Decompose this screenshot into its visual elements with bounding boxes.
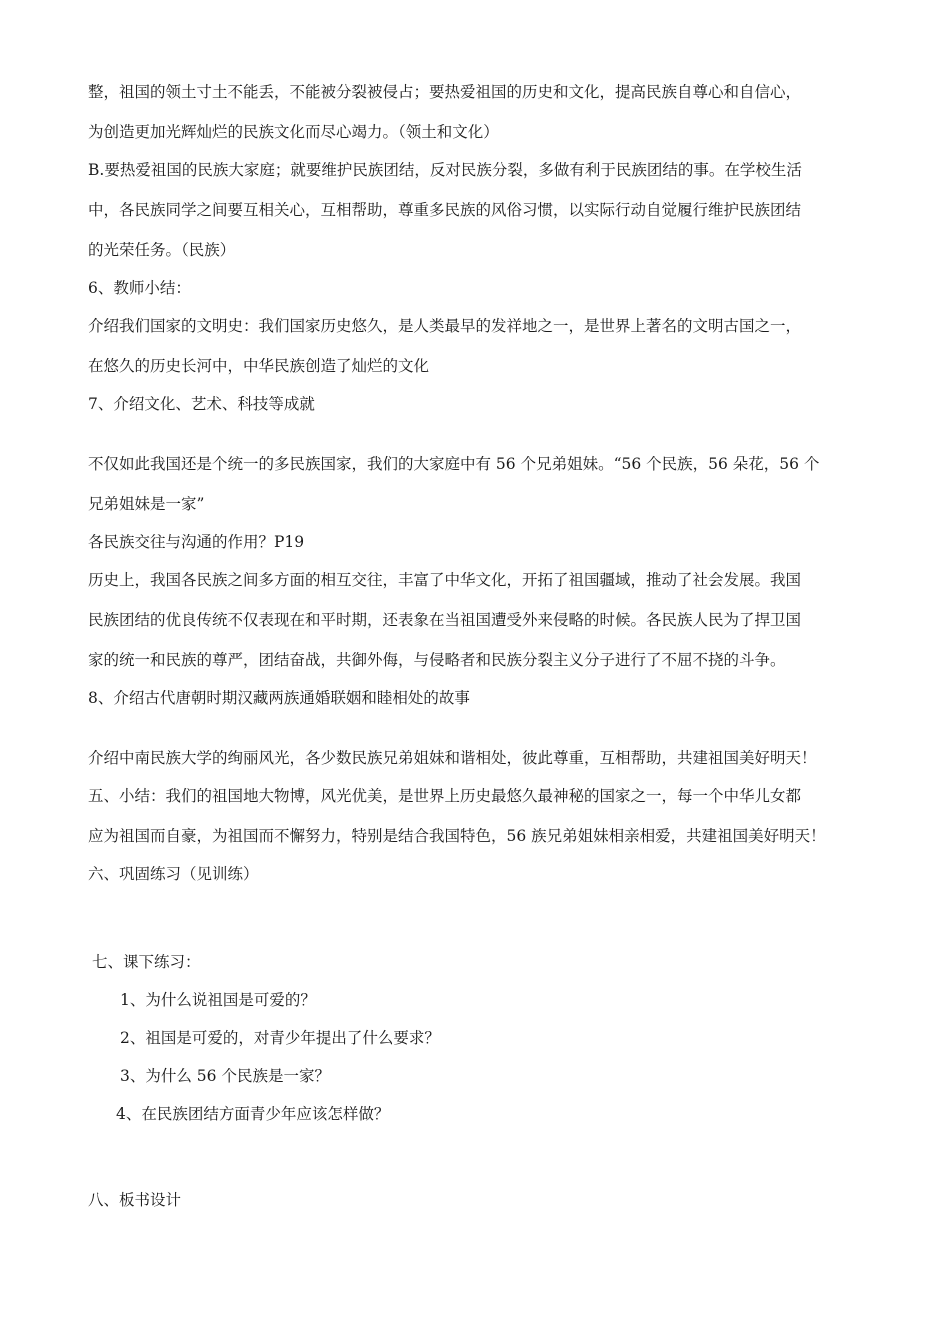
paragraph-line: 家的统一和民族的尊严，团结奋战，共御外侮，与侵略者和民族分裂主义分子进行了不屈不挠的斗争。 xyxy=(88,651,786,669)
exercise-item: 2、祖国是可爱的，对青少年提出了什么要求？ xyxy=(120,1029,440,1047)
paragraph-line: 历史上，我国各民族之间多方面的相互交往，丰富了中华文化，开拓了祖国疆域，推动了社会发展。我国 xyxy=(88,571,802,589)
paragraph-line: 整，祖国的领土寸土不能丢，不能被分裂被侵占；要热爱祖国的历史和文化，提高民族自尊心和自信心， xyxy=(88,83,802,101)
question-line: 各民族交往与沟通的作用？P19 xyxy=(88,533,305,551)
exercise-item: 4、在民族团结方面青少年应该怎样做？ xyxy=(116,1105,390,1123)
paragraph-line: 介绍中南民族大学的绚丽风光，各少数民族兄弟姐妹和谐相处，彼此尊重，互相帮助，共建祖国美好明天！ xyxy=(88,749,817,767)
paragraph-line: 的光荣任务。（民族） xyxy=(88,241,236,259)
paragraph-line: 兄弟姐妹是一家” xyxy=(88,495,205,513)
exercise-item: 1、为什么说祖国是可爱的？ xyxy=(120,991,316,1009)
section-heading: 6、教师小结： xyxy=(88,279,191,297)
section-heading: 七、课下练习： xyxy=(92,953,201,971)
paragraph-line: 为创造更加光辉灿烂的民族文化而尽心竭力。（领土和文化） xyxy=(88,123,499,141)
section-heading: 六、巩固练习（见训练） xyxy=(88,865,259,883)
section-heading: 八、板书设计 xyxy=(88,1191,182,1209)
paragraph-line: 不仅如此我国还是个统一的多民族国家，我们的大家庭中有 56 个兄弟姐妹。“56 个民族，56 朵花，56 个 xyxy=(88,455,820,473)
paragraph-line: 民族团结的优良传统不仅表现在和平时期，还表象在当祖国遭受外来侵略的时候。各民族人民为了捍卫国 xyxy=(88,611,802,629)
paragraph-line: 中，各民族同学之间要互相关心，互相帮助，尊重多民族的风俗习惯，以实际行动自觉履行维护民族团结 xyxy=(88,201,802,219)
paragraph-line: 介绍我们国家的文明史：我们国家历史悠久，是人类最早的发祥地之一，是世界上著名的文明古国之一， xyxy=(88,317,802,335)
paragraph-line: 五、小结：我们的祖国地大物博，风光优美，是世界上历史最悠久最神秘的国家之一，每一个中华儿女都 xyxy=(88,787,802,805)
exercise-item: 3、为什么 56 个民族是一家？ xyxy=(120,1067,330,1085)
section-heading: 7、介绍文化、艺术、科技等成就 xyxy=(88,395,315,413)
section-heading: 8、介绍古代唐朝时期汉藏两族通婚联姻和睦相处的故事 xyxy=(88,689,470,707)
paragraph-line: B.要热爱祖国的民族大家庭；就要维护民族团结，反对民族分裂，多做有利于民族团结的事。在学校生活 xyxy=(88,161,802,179)
paragraph-line: 在悠久的历史长河中，中华民族创造了灿烂的文化 xyxy=(88,357,430,375)
paragraph-line: 应为祖国而自豪，为祖国而不懈努力，特别是结合我国特色，56 族兄弟姐妹相亲相爱，共建祖国美好明天！ xyxy=(88,827,826,845)
